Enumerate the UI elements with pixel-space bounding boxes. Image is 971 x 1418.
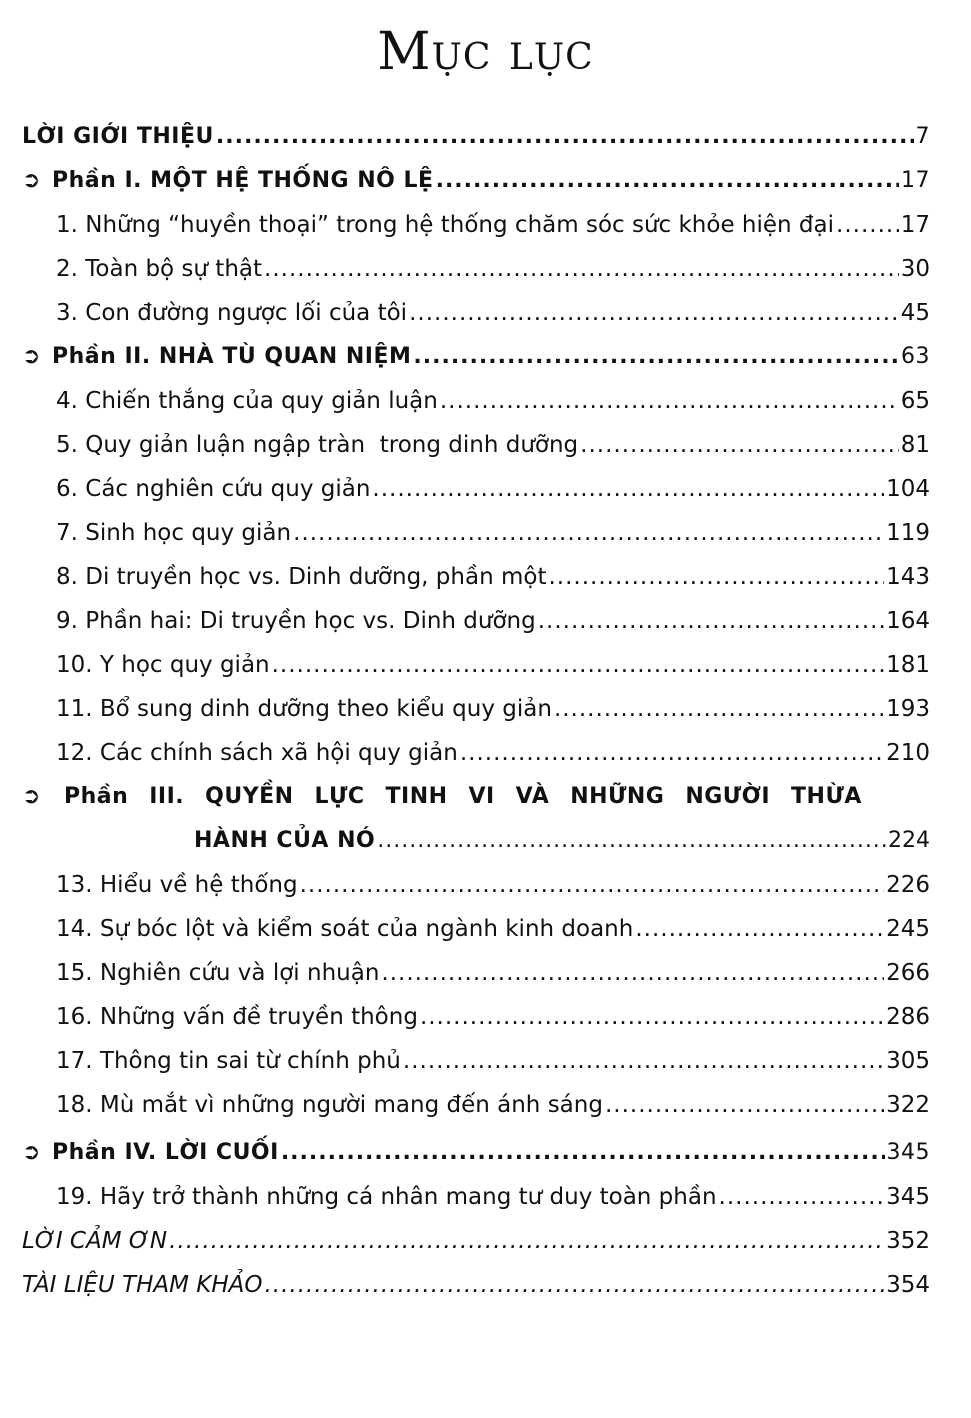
toc-chapter-label: 8. Di truyền học vs. Dinh dưỡng, phần một <box>56 564 547 590</box>
dot-leader <box>538 599 884 643</box>
toc-chapter-label: 12. Các chính sách xã hội quy giản <box>56 740 458 766</box>
toc-entry-label: LỜI GIỚI THIỆU <box>22 124 214 149</box>
dot-leader <box>635 907 884 951</box>
toc-page-number: 164 <box>886 608 930 634</box>
toc-part-3[interactable] <box>22 775 930 863</box>
dot-leader <box>377 819 886 863</box>
toc-chapter-19[interactable] <box>22 1175 930 1219</box>
toc-page-number: 119 <box>886 520 930 546</box>
toc-chapter-4[interactable] <box>22 379 930 423</box>
toc-page-number: 7 <box>915 124 930 149</box>
toc-page-number: 63 <box>901 344 930 369</box>
toc-page-number: 181 <box>886 652 930 678</box>
dot-leader <box>265 1263 885 1307</box>
arrow-right-icon: ➲ <box>22 1140 41 1165</box>
word: VI <box>468 784 495 809</box>
page-title: Mục lục <box>377 22 594 82</box>
arrow-right-icon: ➲ <box>22 168 41 193</box>
toc-chapter-label: 5. Quy giản luận ngập tràn trong dinh dưỡng <box>56 432 579 458</box>
toc-chapter-9[interactable] <box>22 599 930 643</box>
toc-page-number: 30 <box>900 256 930 282</box>
toc-chapter-3[interactable] <box>22 291 930 335</box>
word: QUYỀN <box>205 784 294 809</box>
toc-chapter-16[interactable] <box>22 995 930 1039</box>
toc-page-number: 17 <box>901 168 930 193</box>
toc-chapter-label: 14. Sự bóc lột và kiểm soát của ngành kinh doanh <box>56 916 634 942</box>
toc-page-number: 345 <box>886 1140 930 1165</box>
toc-page-number: 266 <box>886 960 930 986</box>
toc-part-label: Phần IV. LỜI CUỐI <box>52 1140 279 1165</box>
toc-chapter-label: 4. Chiến thắng của quy giản luận <box>56 388 438 414</box>
dot-leader <box>216 115 914 159</box>
toc-chapter-label: 19. Hãy trở thành những cá nhân mang tư duy toàn phần <box>56 1184 717 1210</box>
dot-leader <box>420 995 884 1039</box>
toc-page-number: 45 <box>900 300 930 326</box>
dot-leader <box>436 159 899 203</box>
toc-part-label: Phần I. MỘT HỆ THỐNG NÔ LỆ <box>52 168 434 193</box>
toc-page-number: 354 <box>886 1272 930 1298</box>
toc-entry-label: TÀI LIỆU THAM KHẢO <box>22 1272 263 1298</box>
toc-chapter-17[interactable] <box>22 1039 930 1083</box>
toc-chapter-label: 16. Những vấn đề truyền thông <box>56 1004 418 1030</box>
toc-chapter-label: 6. Các nghiên cứu quy giản <box>56 476 371 502</box>
toc-page-number: 226 <box>886 872 930 898</box>
dot-leader <box>413 335 899 379</box>
toc-part-4[interactable] <box>22 1131 930 1175</box>
dot-leader <box>293 511 884 555</box>
toc-entry-intro[interactable] <box>22 115 930 159</box>
toc-page-number: 104 <box>886 476 930 502</box>
word: Phần <box>64 784 129 809</box>
toc-page-number: 65 <box>900 388 930 414</box>
table-of-contents <box>22 115 930 1307</box>
toc-part-2[interactable] <box>22 335 930 379</box>
dot-leader <box>281 1131 885 1175</box>
toc-part-label-continued: HÀNH CỦA NÓ <box>194 828 376 853</box>
word: VÀ <box>515 784 550 809</box>
toc-chapter-5[interactable] <box>22 423 930 467</box>
toc-part-label: Phần II. NHÀ TÙ QUAN NIỆM <box>52 344 412 369</box>
dot-leader <box>300 863 885 907</box>
toc-chapter-14[interactable] <box>22 907 930 951</box>
arrow-right-icon: ➲ <box>22 784 41 809</box>
dot-leader <box>169 1219 884 1263</box>
toc-chapter-8[interactable] <box>22 555 930 599</box>
toc-page-number: 305 <box>886 1048 930 1074</box>
toc-page-number: 210 <box>886 740 930 766</box>
toc-entry-acknowledgements[interactable] <box>22 1219 930 1263</box>
toc-chapter-label: 17. Thông tin sai từ chính phủ <box>56 1048 401 1074</box>
toc-page-number: 224 <box>888 828 930 853</box>
toc-part-label <box>52 775 930 819</box>
toc-chapter-11[interactable] <box>22 687 930 731</box>
dot-leader <box>460 731 884 775</box>
toc-chapter-12[interactable] <box>22 731 930 775</box>
toc-page-number: 286 <box>886 1004 930 1030</box>
toc-page-number: 193 <box>886 696 930 722</box>
dot-leader <box>605 1083 884 1127</box>
toc-chapter-18[interactable] <box>22 1083 930 1127</box>
dot-leader <box>372 467 884 511</box>
toc-entry-references[interactable] <box>22 1263 930 1307</box>
word: NGƯỜI <box>685 784 771 809</box>
dot-leader <box>719 1175 885 1219</box>
dot-leader <box>548 555 884 599</box>
toc-page-number: 17 <box>900 212 930 238</box>
toc-chapter-label: 15. Nghiên cứu và lợi nhuận <box>56 960 380 986</box>
toc-chapter-2[interactable] <box>22 247 930 291</box>
toc-chapter-label: 7. Sinh học quy giản <box>56 520 292 546</box>
dot-leader <box>403 1039 884 1083</box>
toc-chapter-label: 11. Bổ sung dinh dưỡng theo kiểu quy giản <box>56 696 552 722</box>
toc-chapter-1[interactable] <box>22 203 930 247</box>
toc-chapter-label: 9. Phần hai: Di truyền học vs. Dinh dưỡng <box>56 608 536 634</box>
toc-entry-label: LỜI CẢM ƠN <box>22 1228 168 1254</box>
toc-page-number: 352 <box>886 1228 930 1254</box>
toc-chapter-6[interactable] <box>22 467 930 511</box>
word: LỰC <box>314 784 365 809</box>
dot-leader <box>554 687 884 731</box>
toc-part-1[interactable] <box>22 159 930 203</box>
toc-chapter-15[interactable] <box>22 951 930 995</box>
word: III. <box>149 784 185 809</box>
arrow-right-icon: ➲ <box>22 344 41 369</box>
dot-leader <box>409 291 899 335</box>
toc-chapter-label: 10. Y học quy giản <box>56 652 270 678</box>
toc-part-label-line2 <box>22 819 930 863</box>
toc-chapter-label: 2. Toàn bộ sự thật <box>56 256 263 282</box>
dot-leader <box>440 379 899 423</box>
dot-leader <box>272 643 884 687</box>
word: NHỮNG <box>570 784 665 809</box>
toc-page-number: 143 <box>886 564 930 590</box>
dot-leader <box>381 951 884 995</box>
word: THỪA <box>791 784 862 809</box>
toc-page-number: 81 <box>900 432 930 458</box>
toc-chapter-label: 3. Con đường ngược lối của tôi <box>56 300 408 326</box>
dot-leader <box>264 247 899 291</box>
toc-chapter-label: 13. Hiểu về hệ thống <box>56 872 298 898</box>
toc-chapter-label: 18. Mù mắt vì những người mang đến ánh sáng <box>56 1092 603 1118</box>
dot-leader <box>580 423 899 467</box>
toc-chapter-7[interactable] <box>22 511 930 555</box>
word: TINH <box>385 784 448 809</box>
toc-part-label-line1 <box>22 775 930 819</box>
toc-chapter-10[interactable] <box>22 643 930 687</box>
toc-page-number: 345 <box>886 1184 930 1210</box>
toc-page-number: 322 <box>886 1092 930 1118</box>
toc-chapter-label: 1. Những “huyền thoại” trong hệ thống chăm sóc sức khỏe hiện đại <box>56 212 835 238</box>
toc-chapter-13[interactable] <box>22 863 930 907</box>
toc-page-number: 245 <box>886 916 930 942</box>
dot-leader <box>836 203 899 247</box>
